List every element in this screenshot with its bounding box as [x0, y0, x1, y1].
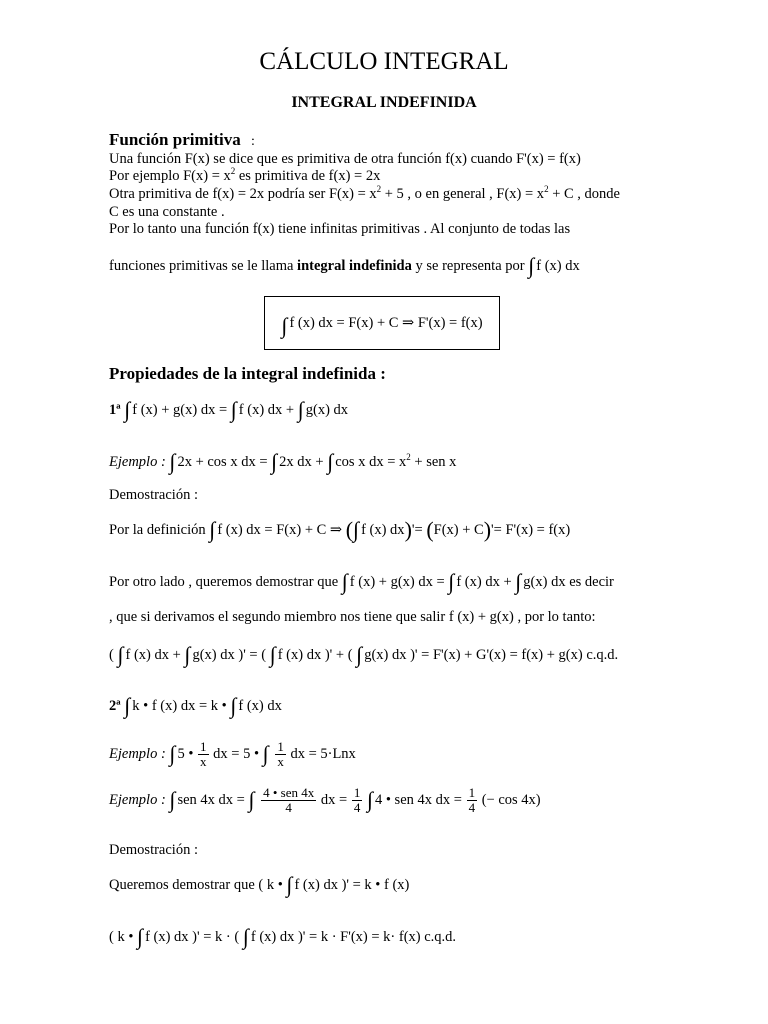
property-1-other-side: Por otro lado , queremos demostrar que ∫ f (x) + g(x) dx = ∫ f (x) dx + ∫ g(x) dx es decir	[109, 569, 614, 594]
property-2-demo-label: Demostración :	[109, 842, 198, 858]
fraction: $\frac{1}{4}$	[468, 785, 476, 815]
fraction: $\frac{1}{x}$	[200, 739, 207, 769]
primitive-line-4: C es una constante .	[109, 204, 225, 220]
property-2-example-1: Ejemplo : ∫ 5 • $\frac{1}{x}$ dx = 5 • ∫ $\frac{1}{x}$ dx = 5·Lnx	[109, 739, 356, 769]
primitive-line-6: funciones primitivas se le llama integral indefinida y se representa por ∫ f (x) dx	[109, 253, 580, 278]
property-1-demo-label: Demostración :	[109, 487, 198, 503]
primitive-line-2: Por ejemplo $F(x) = x^2$ es primitiva de f(x) = 2x	[109, 166, 381, 184]
property-1-conclusion: ( ∫ f (x) dx + ∫ g(x) dx )' = ( ∫ f (x) dx )' + ( ∫ g(x) dx )' = F'(x) + G'(x) = f(x) + g(x) c.q.d.	[109, 642, 619, 667]
definition-box: ∫ f (x) dx = F(x) + C ⇒ F'(x) = f(x)	[264, 296, 500, 350]
primitive-line-5: Por lo tanto una función f(x) tiene infinitas primitivas . Al conjunto de todas las	[109, 221, 571, 237]
primitive-line-1: Una función F(x) se dice que es primitiva de otra función f(x) cuando F'(x) = f(x)	[109, 151, 581, 167]
page-title: CÁLCULO INTEGRAL	[259, 48, 509, 75]
property-1-derivative-line: , que si derivamos el segundo miembro nos tiene que salir f (x) + g(x) , por lo tanto:	[109, 609, 596, 625]
property-2-conclusion: ( k • ∫ f (x) dx )' = k · ( ∫ f (x) dx )' = k · F'(x) = k· f(x) c.q.d.	[109, 924, 457, 949]
page-subtitle: INTEGRAL INDEFINIDA	[291, 94, 477, 111]
fraction: $\frac{\text{4 • sen 4x}}{4}$	[263, 785, 315, 815]
property-1-example: Ejemplo : ∫ 2x + cos x dx = ∫ 2x dx + ∫ cos x dx = $x^2$ + sen x	[109, 449, 457, 474]
fraction: $\frac{1}{x}$	[277, 739, 284, 769]
section-heading-properties: Propiedades de la integral indefinida :	[109, 364, 386, 383]
primitive-line-3: Otra primitiva de f(x) = 2x podría ser $F(x) = x^2 + 5$ , o en general , $F(x) = x^2 + C$ , donde	[109, 184, 620, 202]
property-2-formula: 2ª ∫ k • f (x) dx = k • ∫ f (x) dx	[109, 693, 282, 718]
section-heading-primitive: Función primitiva :	[109, 130, 255, 149]
property-1-formula: 1ª ∫ f (x) + g(x) dx = ∫ f (x) dx + ∫ g(x) dx	[109, 397, 349, 422]
fraction: $\frac{1}{4}$	[353, 785, 361, 815]
property-2-want: Queremos demostrar que ( k • ∫ f (x) dx )' = k • f (x)	[109, 872, 410, 897]
property-2-example-2: Ejemplo : ∫ sen 4x dx = ∫ $\frac{\text{4 • sen 4x}}{4}$ dx = $\frac{1}{4}$ ∫ 4 • sen 4x dx = $\frac{1}{4}$ (− cos 4x)	[109, 785, 541, 815]
property-1-definition: Por la definición ∫ f (x) dx = F(x) + C ⇒ (∫ f (x) dx)'= (F(x) + C)'= F'(x) = f(x)	[109, 517, 571, 542]
